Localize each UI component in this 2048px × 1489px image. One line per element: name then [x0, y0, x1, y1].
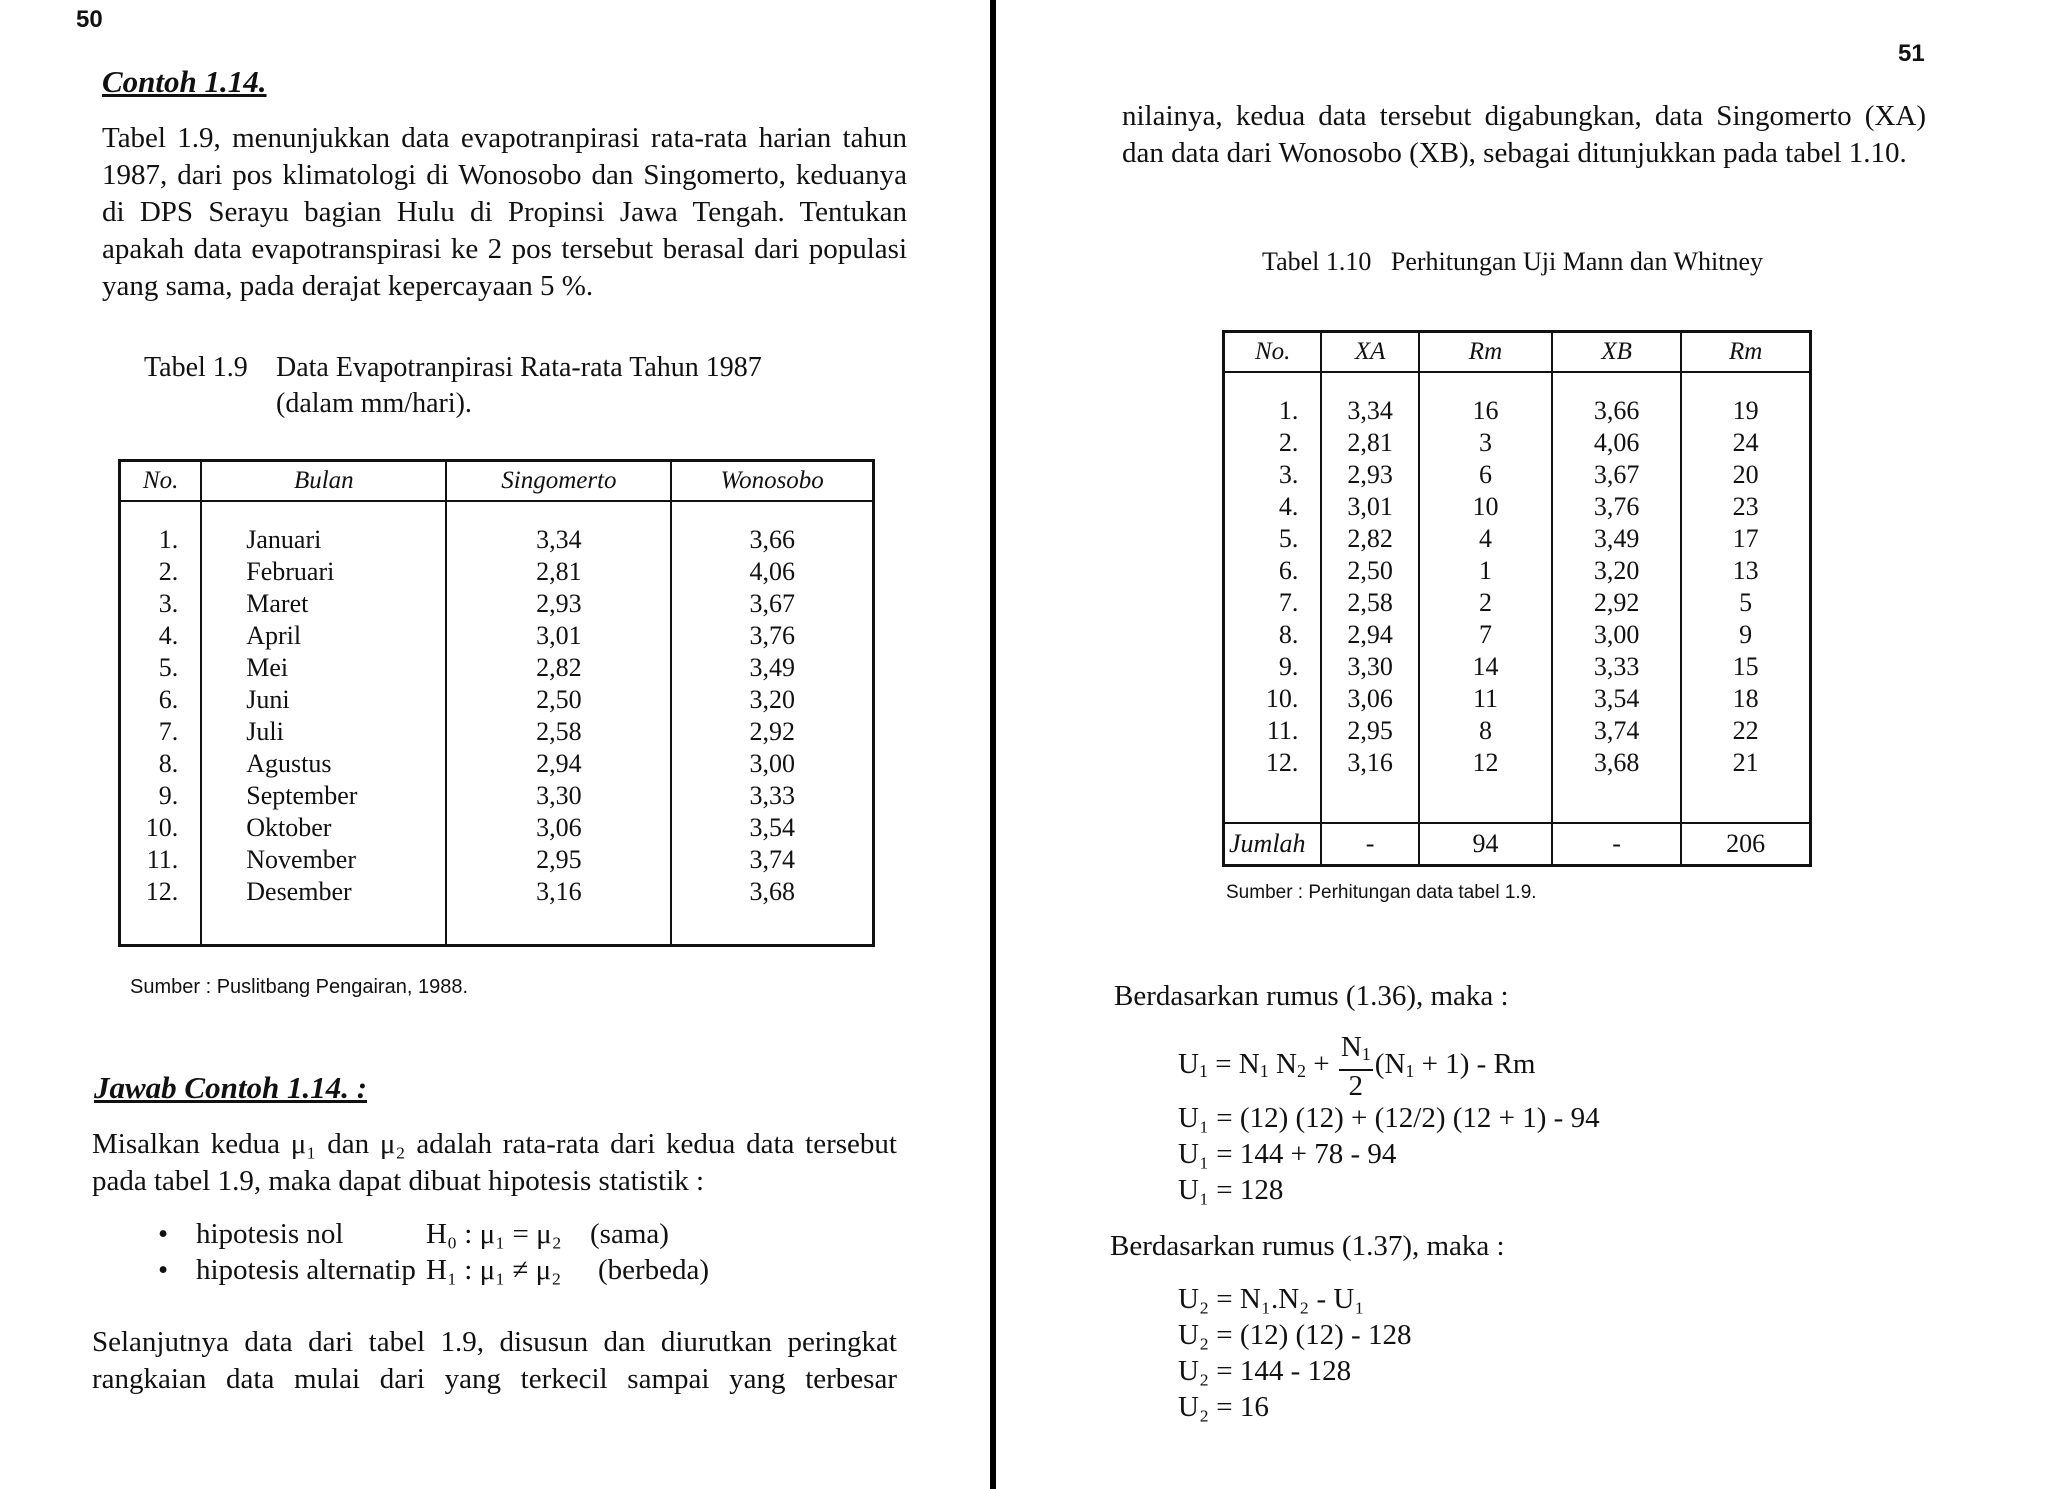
cell-rm-a: 11	[1472, 684, 1498, 713]
cell-rm-a: 12	[1472, 748, 1499, 777]
mann-whitney-table	[1222, 330, 1812, 867]
u1-step: U₁ = 144 + 78 - 94	[1178, 1138, 1397, 1170]
column-header-wonosobo: Wonosobo	[671, 461, 873, 502]
cell-singomerto: 2,95	[536, 845, 582, 874]
cell-no: 12.	[145, 877, 179, 906]
cell-xa: 2,93	[1347, 460, 1393, 489]
cell-rm-b: 19	[1732, 396, 1759, 425]
cell-singomerto: 2,50	[536, 685, 582, 714]
column-header-rm-a: Rm	[1419, 332, 1552, 373]
cell-singomerto: 2,94	[536, 749, 582, 778]
bullet-icon: •	[158, 1218, 169, 1250]
cell-xa: 2,82	[1347, 524, 1393, 553]
cell-wonosobo: 3,74	[749, 845, 795, 874]
text-line: Selanjutnya data dari tabel 1.9, disusun dan diurutkan peringkat	[92, 1326, 897, 1358]
u2-result: U₂ = 16	[1178, 1391, 1269, 1423]
cell-singomerto: 3,30	[536, 781, 582, 810]
column-header-rm-b: Rm	[1681, 332, 1810, 373]
page-number: 50	[76, 6, 103, 33]
cell-singomerto: 3,16	[536, 877, 582, 906]
table-body	[120, 524, 874, 908]
cell-rm-b: 20	[1732, 460, 1759, 489]
hypothesis-formula: H₁ : μ₁ ≠ μ₂	[426, 1254, 562, 1286]
cell-bulan: Mei	[246, 653, 289, 682]
column-rm-a	[1419, 395, 1552, 779]
cell-bulan: April	[246, 621, 302, 650]
column-no	[1224, 395, 1322, 779]
text-line: 1987, dari pos klimatologi di Wonosobo dan Singomerto, keduanya	[102, 159, 907, 191]
text-line: rangkaian data mulai dari yang terkecil sampai yang terbesar	[92, 1363, 897, 1395]
cell-wonosobo: 3,67	[749, 589, 795, 618]
cell-singomerto: 2,58	[536, 717, 582, 746]
cell-bulan: Oktober	[246, 813, 332, 842]
text-line: apakah data evapotranspirasi ke 2 pos tersebut berasal dari populasi	[102, 233, 907, 265]
formula-intro: Berdasarkan rumus (1.36), maka :	[1114, 980, 1509, 1012]
evapotranspiration-table	[118, 459, 875, 947]
cell-rm-b: 17	[1732, 524, 1759, 553]
cell-no: 7.	[1278, 588, 1299, 617]
total-xb: -	[1552, 823, 1681, 866]
cell-xa: 3,06	[1347, 684, 1393, 713]
column-header-singomerto: Singomerto	[446, 461, 671, 502]
cell-no: 11.	[1266, 716, 1299, 745]
cell-wonosobo: 3,00	[749, 749, 795, 778]
u2-step: U₂ = 144 - 128	[1178, 1355, 1352, 1387]
cell-rm-a: 3	[1478, 428, 1492, 457]
cell-wonosobo: 3,54	[749, 813, 795, 842]
cell-rm-a: 2	[1478, 588, 1492, 617]
cell-xa: 3,16	[1347, 748, 1393, 777]
cell-wonosobo: 3,66	[749, 525, 795, 554]
hypothesis-note: (sama)	[590, 1218, 669, 1250]
left-page	[0, 0, 995, 1489]
cell-singomerto: 3,34	[536, 525, 582, 554]
text-line: di DPS Serayu bagian Hulu di Propinsi Jawa Tengah. Tentukan	[102, 196, 907, 228]
cell-no: 1.	[158, 525, 179, 554]
example-heading: Contoh 1.14.	[102, 64, 267, 99]
cell-bulan: Agustus	[246, 749, 332, 778]
column-header-xa: XA	[1321, 332, 1419, 373]
table-caption-label: Tabel 1.9	[144, 352, 248, 383]
cell-no: 1.	[1278, 396, 1299, 425]
column-xb	[1552, 395, 1681, 779]
hypothesis-label: hipotesis nol	[196, 1218, 344, 1250]
hypothesis-label: hipotesis alternatip	[196, 1254, 416, 1286]
table-source: Sumber : Puslitbang Pengairan, 1988.	[130, 976, 468, 998]
cell-bulan: Februari	[246, 557, 335, 586]
hypothesis-note: (berbeda)	[598, 1254, 710, 1286]
column-header-bulan: Bulan	[201, 461, 446, 502]
example-intro	[102, 120, 907, 305]
cell-rm-a: 7	[1478, 620, 1492, 649]
cell-wonosobo: 3,33	[749, 781, 795, 810]
cell-no: 5.	[1278, 524, 1299, 553]
u2-step: U₂ = (12) (12) - 128	[1178, 1319, 1412, 1351]
cell-no: 4.	[1278, 492, 1299, 521]
general-formula-u1: $U_1 = N_1$ $N_2$ + $\frac{N_1}{2}$ $(N_1 + 1) - Rm$	[1178, 1031, 1536, 1102]
cell-wonosobo: 2,92	[749, 717, 795, 746]
cell-no: 4.	[158, 621, 179, 650]
cell-xa: 2,58	[1347, 588, 1393, 617]
cell-no: 11.	[146, 845, 179, 874]
cell-no: 9.	[1278, 652, 1299, 681]
total-rm-a: 94	[1419, 823, 1552, 866]
cell-rm-b: 18	[1732, 684, 1759, 713]
column-bulan	[201, 524, 446, 908]
cell-xb: 3,68	[1593, 748, 1640, 777]
cell-no: 2.	[158, 557, 179, 586]
cell-no: 5.	[158, 653, 179, 682]
cell-wonosobo: 3,49	[749, 653, 795, 682]
page-number: 51	[1898, 40, 1925, 67]
cell-rm-b: 23	[1732, 492, 1759, 521]
cell-rm-a: 16	[1472, 396, 1499, 425]
cell-xa: 3,01	[1347, 492, 1393, 521]
cell-no: 6.	[158, 685, 179, 714]
cell-xb: 2,92	[1593, 588, 1640, 617]
cell-rm-b: 5	[1739, 588, 1753, 617]
table-body	[1224, 395, 1811, 779]
total-row	[1224, 823, 1811, 866]
cell-rm-b: 21	[1732, 748, 1759, 777]
cell-bulan: Januari	[246, 525, 322, 554]
cell-bulan: Maret	[246, 589, 309, 618]
table-caption: Tabel 1.10 Perhitungan Uji Mann dan Whitney	[1262, 247, 1763, 276]
hypothesis-alternative	[0, 1252, 995, 1288]
cell-rm-b: 24	[1732, 428, 1759, 457]
table-source: Sumber : Perhitungan data tabel 1.9.	[1226, 882, 1537, 903]
cell-xa: 2,95	[1347, 716, 1393, 745]
column-wonosobo	[671, 524, 873, 908]
cell-rm-b: 13	[1732, 556, 1759, 585]
cell-no: 3.	[1278, 460, 1299, 489]
cell-bulan: November	[246, 845, 356, 874]
text-line: Tabel 1.9, menunjukkan data evapotranpirasi rata-rata harian tahun	[102, 122, 907, 154]
text-line: Misalkan kedua μ₁ dan μ₂ adalah rata-rata dari kedua data tersebut	[92, 1128, 897, 1160]
right-page	[1000, 0, 2048, 1489]
cell-xb: 3,54	[1593, 684, 1640, 713]
cell-xb: 3,66	[1593, 396, 1640, 425]
cell-no: 8.	[158, 749, 179, 778]
cell-xa: 2,81	[1347, 428, 1393, 457]
cell-no: 9.	[158, 781, 179, 810]
hypothesis-null	[0, 1216, 995, 1252]
text-line: nilainya, kedua data tersebut digabungkan, data Singomerto (XA)	[1122, 100, 1926, 132]
cell-xa: 2,50	[1347, 556, 1393, 585]
column-no	[120, 524, 202, 908]
total-label: Jumlah	[1224, 823, 1322, 866]
cell-no: 8.	[1278, 620, 1299, 649]
table-caption-unit: (dalam mm/hari).	[276, 388, 472, 419]
book-gutter	[990, 0, 996, 1489]
cell-rm-a: 4	[1478, 524, 1492, 553]
cell-rm-a: 10	[1472, 492, 1499, 521]
cell-rm-b: 9	[1739, 620, 1753, 649]
cell-xb: 3,67	[1593, 460, 1640, 489]
column-xa	[1321, 395, 1419, 779]
cell-bulan: Juli	[246, 717, 284, 746]
cell-singomerto: 2,93	[536, 589, 582, 618]
hypothesis-formula: H₀ : μ₁ = μ₂	[426, 1218, 562, 1250]
cell-xa: 3,30	[1347, 652, 1393, 681]
u1-step: U₁ = (12) (12) + (12/2) (12 + 1) - 94	[1178, 1102, 1600, 1134]
cell-bulan: September	[246, 781, 358, 810]
cell-singomerto: 2,82	[536, 653, 582, 682]
text-line: yang sama, pada derajat kepercayaan 5 %.	[102, 270, 594, 302]
column-header-no: No.	[1224, 332, 1322, 373]
u1-result: U₁ = 128	[1178, 1174, 1284, 1206]
bullet-icon: •	[158, 1254, 169, 1286]
column-rm-b	[1681, 395, 1810, 779]
total-xa: -	[1321, 823, 1419, 866]
cell-xb: 3,74	[1593, 716, 1640, 745]
column-header-no: No.	[120, 461, 202, 502]
cell-singomerto: 2,81	[536, 557, 582, 586]
u2-step: U₂ = N₁.N₂ - U₁	[1178, 1283, 1365, 1315]
closing-paragraph	[92, 1324, 897, 1398]
cell-no: 2.	[1278, 428, 1299, 457]
table-header-row	[1224, 332, 1811, 373]
cell-xb: 3,76	[1593, 492, 1640, 521]
answer-intro	[92, 1126, 897, 1200]
cell-no: 10.	[145, 813, 179, 842]
cell-no: 3.	[158, 589, 179, 618]
table-caption-title: Data Evapotranpirasi Rata-rata Tahun 1987	[276, 352, 762, 383]
table-header-row	[120, 461, 874, 502]
fraction: $\frac{N_1}{2}$	[1340, 1031, 1371, 1102]
cell-xb: 4,06	[1593, 428, 1640, 457]
cell-wonosobo: 4,06	[749, 557, 795, 586]
total-rm-b: 206	[1681, 823, 1810, 866]
cell-singomerto: 3,01	[536, 621, 582, 650]
cell-rm-b: 15	[1732, 652, 1759, 681]
text-line: dan data dari Wonosobo (XB), sebagai ditunjukkan pada tabel 1.10.	[1122, 137, 1907, 169]
text-line: pada tabel 1.9, maka dapat dibuat hipotesis statistik :	[92, 1165, 705, 1197]
cell-xb: 3,33	[1593, 652, 1640, 681]
cell-xa: 2,94	[1347, 620, 1393, 649]
cell-wonosobo: 3,76	[749, 621, 795, 650]
cell-xb: 3,00	[1593, 620, 1640, 649]
cell-no: 6.	[1278, 556, 1299, 585]
cell-rm-a: 8	[1478, 716, 1492, 745]
cell-no: 12.	[1265, 748, 1299, 777]
cell-wonosobo: 3,68	[749, 877, 795, 906]
cell-singomerto: 3,06	[536, 813, 582, 842]
cell-xa: 3,34	[1347, 396, 1393, 425]
cell-no: 10.	[1265, 684, 1299, 713]
answer-heading: Jawab Contoh 1.14. :	[94, 1070, 368, 1105]
cell-bulan: Desember	[246, 877, 352, 906]
column-singomerto	[446, 524, 671, 908]
cell-wonosobo: 3,20	[749, 685, 795, 714]
cell-bulan: Juni	[246, 685, 290, 714]
cell-no: 7.	[158, 717, 179, 746]
cell-rm-a: 1	[1478, 556, 1492, 585]
cell-xb: 3,49	[1593, 524, 1640, 553]
continued-paragraph	[1122, 98, 1926, 172]
formula-intro: Berdasarkan rumus (1.37), maka :	[1110, 1230, 1505, 1262]
cell-rm-a: 14	[1472, 652, 1499, 681]
cell-rm-b: 22	[1732, 716, 1759, 745]
cell-xb: 3,20	[1593, 556, 1640, 585]
cell-rm-a: 6	[1478, 460, 1492, 489]
column-header-xb: XB	[1552, 332, 1681, 373]
